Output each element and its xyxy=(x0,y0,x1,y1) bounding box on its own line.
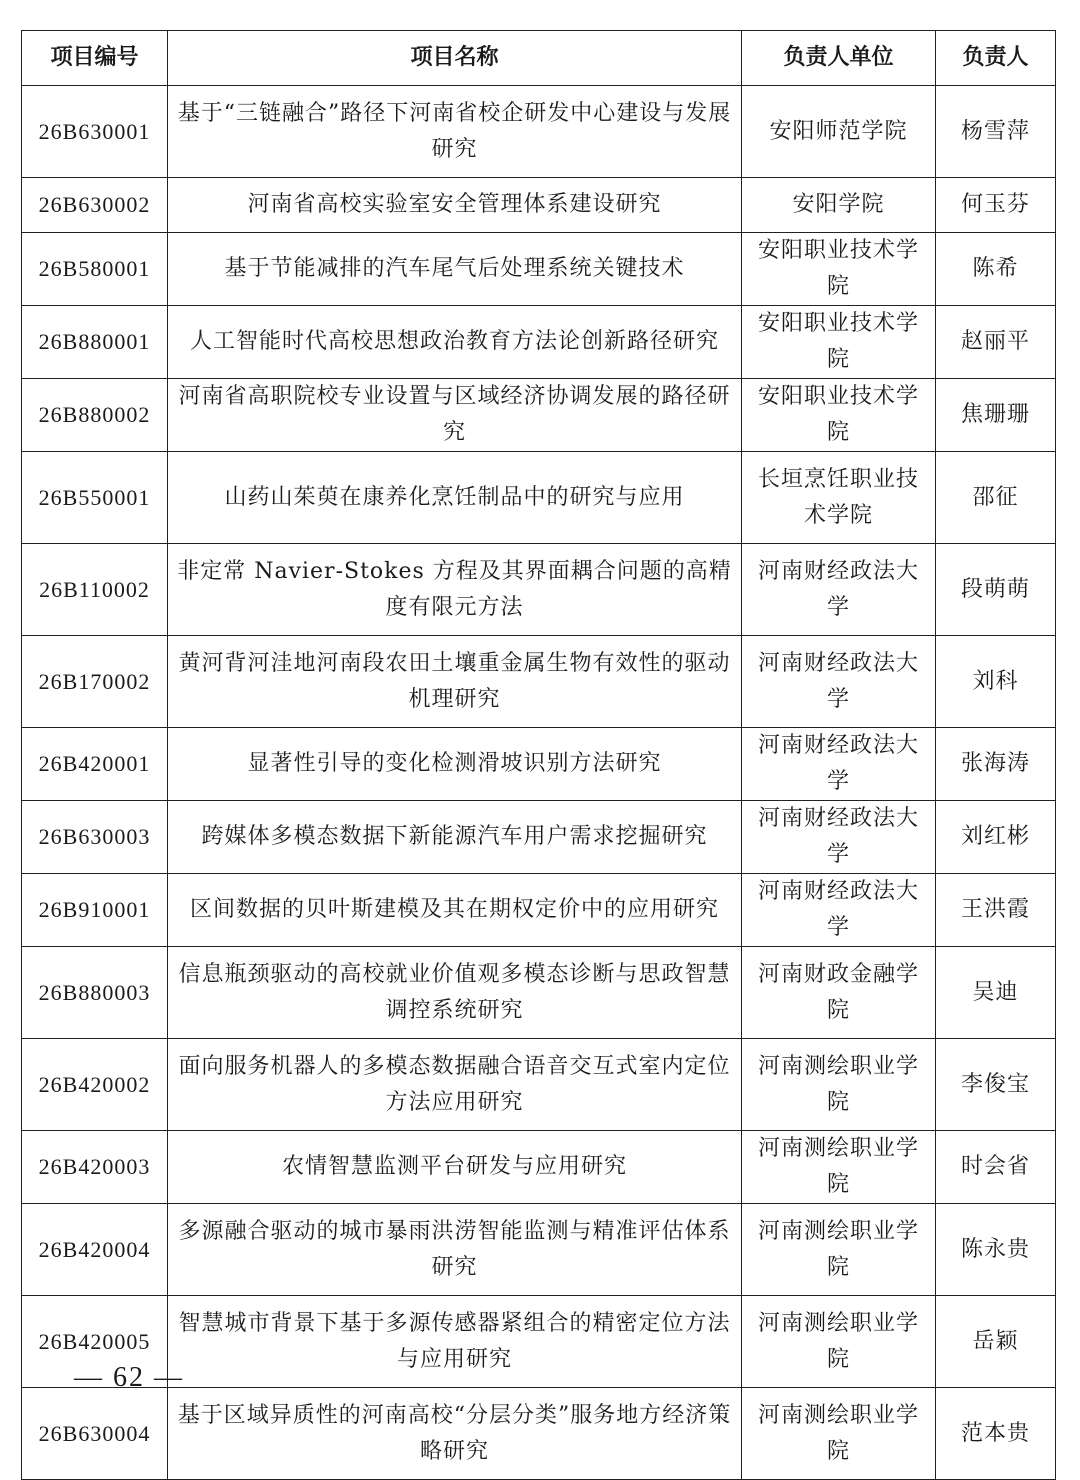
project-code: 26B550001 xyxy=(22,452,168,544)
table-row xyxy=(22,728,1056,801)
project-name: 农情智慧监测平台研发与应用研究 xyxy=(168,1131,742,1204)
project-code: 26B880002 xyxy=(22,379,168,452)
project-code: 26B420002 xyxy=(22,1039,168,1131)
table-header-row xyxy=(22,31,1056,86)
project-name: 区间数据的贝叶斯建模及其在期权定价中的应用研究 xyxy=(168,874,742,947)
project-code: 26B580001 xyxy=(22,233,168,306)
project-unit: 河南测绘职业学院 xyxy=(742,1388,936,1480)
project-person: 张海涛 xyxy=(936,728,1056,801)
project-table xyxy=(21,30,1056,1480)
table-row xyxy=(22,874,1056,947)
project-name: 河南省高校实验室安全管理体系建设研究 xyxy=(168,178,742,233)
project-unit: 河南测绘职业学院 xyxy=(742,1204,936,1296)
project-unit: 河南测绘职业学院 xyxy=(742,1296,936,1388)
project-unit: 河南财经政法大学 xyxy=(742,801,936,874)
project-unit: 河南测绘职业学院 xyxy=(742,1131,936,1204)
project-person: 王洪霞 xyxy=(936,874,1056,947)
project-code: 26B630003 xyxy=(22,801,168,874)
project-name: 基于节能减排的汽车尾气后处理系统关键技术 xyxy=(168,233,742,306)
project-unit: 长垣烹饪职业技术学院 xyxy=(742,452,936,544)
project-person: 杨雪萍 xyxy=(936,86,1056,178)
project-person: 何玉芬 xyxy=(936,178,1056,233)
table-row xyxy=(22,947,1056,1039)
project-person: 赵丽平 xyxy=(936,306,1056,379)
project-person: 时会省 xyxy=(936,1131,1056,1204)
project-unit: 河南测绘职业学院 xyxy=(742,1039,936,1131)
project-name: 跨媒体多模态数据下新能源汽车用户需求挖掘研究 xyxy=(168,801,742,874)
project-name: 多源融合驱动的城市暴雨洪涝智能监测与精准评估体系研究 xyxy=(168,1204,742,1296)
project-code: 26B170002 xyxy=(22,636,168,728)
header-code: 项目编号 xyxy=(22,31,168,86)
project-code: 26B420005 xyxy=(22,1296,168,1388)
project-code: 26B880001 xyxy=(22,306,168,379)
project-code: 26B880003 xyxy=(22,947,168,1039)
table-row xyxy=(22,178,1056,233)
table-row xyxy=(22,1388,1056,1480)
project-unit: 河南财经政法大学 xyxy=(742,636,936,728)
project-name: 非定常 Navier-Stokes 方程及其界面耦合问题的高精度有限元方法 xyxy=(168,544,742,636)
project-person: 刘红彬 xyxy=(936,801,1056,874)
project-person: 陈永贵 xyxy=(936,1204,1056,1296)
table-row xyxy=(22,452,1056,544)
project-person: 李俊宝 xyxy=(936,1039,1056,1131)
table-row xyxy=(22,379,1056,452)
project-code: 26B110002 xyxy=(22,544,168,636)
project-name: 基于区域异质性的河南高校“分层分类”服务地方经济策略研究 xyxy=(168,1388,742,1480)
header-name: 项目名称 xyxy=(168,31,742,86)
page-number: — 62 — xyxy=(74,1362,184,1393)
project-code: 26B420003 xyxy=(22,1131,168,1204)
project-unit: 河南财经政法大学 xyxy=(742,544,936,636)
table-row xyxy=(22,636,1056,728)
table-row xyxy=(22,233,1056,306)
table-row xyxy=(22,544,1056,636)
project-code: 26B910001 xyxy=(22,874,168,947)
table-row xyxy=(22,86,1056,178)
table-row xyxy=(22,801,1056,874)
project-code: 26B630002 xyxy=(22,178,168,233)
project-person: 岳颖 xyxy=(936,1296,1056,1388)
project-unit: 安阳职业技术学院 xyxy=(742,233,936,306)
project-person: 范本贵 xyxy=(936,1388,1056,1480)
project-name: 人工智能时代高校思想政治教育方法论创新路径研究 xyxy=(168,306,742,379)
project-name: 山药山茱萸在康养化烹饪制品中的研究与应用 xyxy=(168,452,742,544)
table-row xyxy=(22,306,1056,379)
project-unit: 安阳职业技术学院 xyxy=(742,379,936,452)
project-person: 段萌萌 xyxy=(936,544,1056,636)
project-person: 陈希 xyxy=(936,233,1056,306)
project-code: 26B630004 xyxy=(22,1388,168,1480)
project-person: 吴迪 xyxy=(936,947,1056,1039)
table-row xyxy=(22,1039,1056,1131)
project-unit: 河南财经政法大学 xyxy=(742,874,936,947)
project-code: 26B420004 xyxy=(22,1204,168,1296)
header-person: 负责人 xyxy=(936,31,1056,86)
project-name: 基于“三链融合”路径下河南省校企研发中心建设与发展研究 xyxy=(168,86,742,178)
project-name: 面向服务机器人的多模态数据融合语音交互式室内定位方法应用研究 xyxy=(168,1039,742,1131)
project-name: 智慧城市背景下基于多源传感器紧组合的精密定位方法与应用研究 xyxy=(168,1296,742,1388)
project-person: 邵征 xyxy=(936,452,1056,544)
project-unit: 河南财经政法大学 xyxy=(742,728,936,801)
project-name: 显著性引导的变化检测滑坡识别方法研究 xyxy=(168,728,742,801)
table-row xyxy=(22,1204,1056,1296)
project-code: 26B630001 xyxy=(22,86,168,178)
project-unit: 安阳师范学院 xyxy=(742,86,936,178)
project-name: 黄河背河洼地河南段农田土壤重金属生物有效性的驱动机理研究 xyxy=(168,636,742,728)
project-name: 河南省高职院校专业设置与区域经济协调发展的路径研究 xyxy=(168,379,742,452)
project-code: 26B420001 xyxy=(22,728,168,801)
project-unit: 安阳学院 xyxy=(742,178,936,233)
project-person: 刘科 xyxy=(936,636,1056,728)
project-unit: 安阳职业技术学院 xyxy=(742,306,936,379)
table-row xyxy=(22,1131,1056,1204)
header-unit: 负责人单位 xyxy=(742,31,936,86)
project-name: 信息瓶颈驱动的高校就业价值观多模态诊断与思政智慧调控系统研究 xyxy=(168,947,742,1039)
project-unit: 河南财政金融学院 xyxy=(742,947,936,1039)
project-person: 焦珊珊 xyxy=(936,379,1056,452)
